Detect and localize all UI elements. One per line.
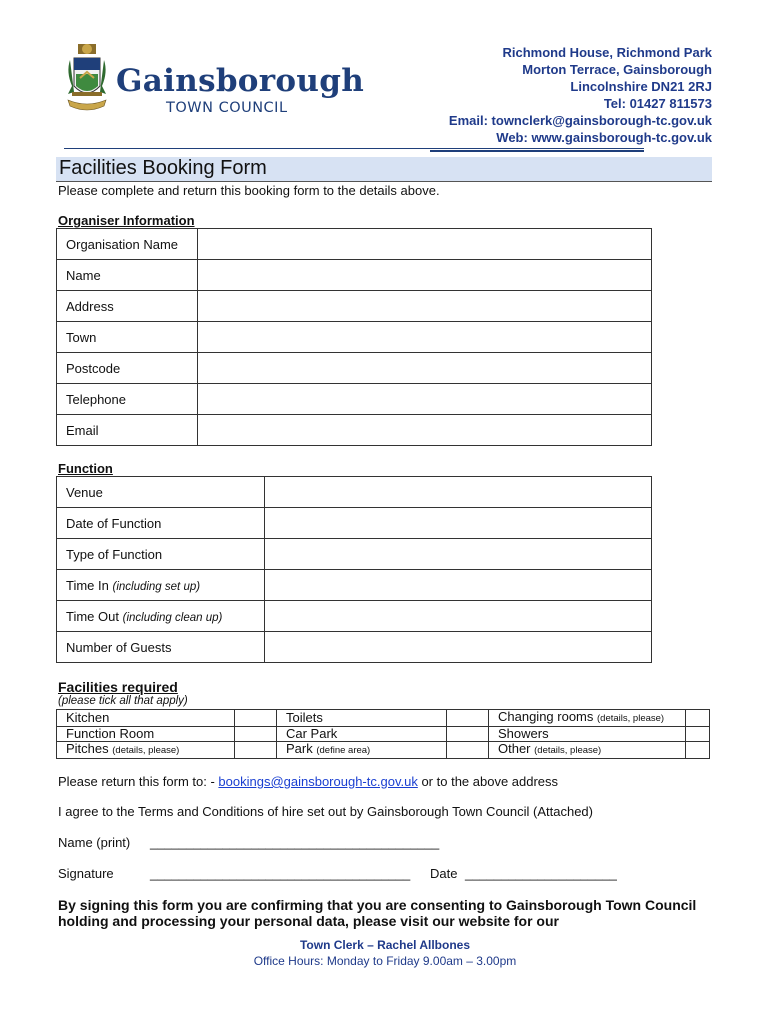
form-title: Facilities Booking Form — [59, 157, 267, 179]
facility-label: Changing rooms (details, please) — [489, 710, 686, 727]
table-row — [57, 710, 710, 727]
table-row — [57, 539, 652, 570]
other-checkbox[interactable] — [686, 742, 710, 759]
postcode-field[interactable] — [198, 353, 652, 384]
facility-label: Kitchen — [57, 710, 235, 727]
facility-label: Park (define area) — [277, 742, 447, 759]
town-clerk-line: Town Clerk – Rachel Allbones — [299, 938, 471, 952]
organiser-heading: Organiser Information — [58, 213, 195, 228]
table-row — [57, 632, 652, 663]
facility-label: Function Room — [57, 727, 235, 742]
field-label: Email — [57, 415, 198, 446]
date-of-function-field[interactable] — [265, 508, 652, 539]
table-row — [57, 508, 652, 539]
table-row — [57, 477, 652, 508]
council-logo-subtitle: TOWN COUNCIL — [166, 100, 288, 116]
office-hours-line: Office Hours: Monday to Friday 9.00am – 3.00pm — [253, 954, 517, 968]
form-title-bar — [56, 157, 712, 182]
field-label: Time Out (including clean up) — [57, 601, 265, 632]
table-row — [57, 742, 710, 759]
header-divider — [64, 148, 644, 149]
name-field[interactable] — [198, 260, 652, 291]
pitches-checkbox[interactable] — [235, 742, 277, 759]
time-in-field[interactable] — [265, 570, 652, 601]
table-row — [57, 727, 710, 742]
form-intro: Please complete and return this booking form to the details above. — [58, 183, 440, 198]
venue-field[interactable] — [265, 477, 652, 508]
table-row — [57, 384, 652, 415]
organisation-name-field[interactable] — [198, 229, 652, 260]
table-row — [57, 415, 652, 446]
changing-rooms-checkbox[interactable] — [686, 710, 710, 727]
email-line: Email: townclerk@gainsborough-tc.gov.uk — [448, 113, 712, 128]
time-out-field[interactable] — [265, 601, 652, 632]
field-label: Postcode — [57, 353, 198, 384]
address-line: Richmond House, Richmond Park — [502, 45, 712, 60]
table-row — [57, 353, 652, 384]
data-consent-notice: By signing this form you are confirming that you are consenting to Gainsborough Town Council holding and processing your personal data, please visit our website for our — [58, 897, 697, 929]
address-line: Lincolnshire DN21 2RJ — [570, 79, 712, 94]
town-field[interactable] — [198, 322, 652, 353]
return-instructions: Please return this form to: - bookings@gainsborough-tc.gov.uk or to the above address — [58, 774, 559, 789]
email-field[interactable] — [198, 415, 652, 446]
field-label: Date of Function — [57, 508, 265, 539]
facility-label: Showers — [489, 727, 686, 742]
address-field[interactable] — [198, 291, 652, 322]
facilities-table — [56, 709, 710, 759]
field-hint: (including set up) — [112, 580, 201, 593]
field-label: Telephone — [57, 384, 198, 415]
field-label: Type of Function — [57, 539, 265, 570]
bookings-email-link[interactable]: bookings@gainsborough-tc.gov.uk — [218, 774, 418, 789]
table-row — [57, 291, 652, 322]
table-row — [57, 322, 652, 353]
field-hint: (including clean up) — [122, 611, 223, 624]
toilets-checkbox[interactable] — [447, 710, 489, 727]
table-row — [57, 601, 652, 632]
park-checkbox[interactable] — [447, 742, 489, 759]
date-label: Date — [430, 866, 458, 881]
telephone-line: Tel: 01427 811573 — [603, 96, 712, 111]
field-label: Organisation Name — [57, 229, 198, 260]
facility-label: Pitches (details, please) — [57, 742, 235, 759]
header-divider-accent — [430, 150, 644, 152]
car-park-checkbox[interactable] — [447, 727, 489, 742]
telephone-field[interactable] — [198, 384, 652, 415]
facilities-heading: Facilities required — [58, 679, 178, 695]
organiser-table — [56, 228, 652, 446]
facility-label: Toilets — [277, 710, 447, 727]
type-of-function-field[interactable] — [265, 539, 652, 570]
kitchen-checkbox[interactable] — [235, 710, 277, 727]
facility-label: Car Park — [277, 727, 447, 742]
field-label: Town — [57, 322, 198, 353]
field-label: Time In (including set up) — [57, 570, 265, 601]
council-address-block — [449, 44, 712, 146]
table-row — [57, 570, 652, 601]
council-crest-logo — [64, 42, 110, 118]
facility-label: Other (details, please) — [489, 742, 686, 759]
web-line: Web: www.gainsborough-tc.gov.uk — [496, 130, 712, 145]
address-line: Morton Terrace, Gainsborough — [522, 62, 712, 77]
table-row — [57, 229, 652, 260]
signature-line[interactable]: ____________________________________ — [150, 866, 411, 881]
field-label: Number of Guests — [57, 632, 265, 663]
number-of-guests-field[interactable] — [265, 632, 652, 663]
table-row — [57, 260, 652, 291]
signature-label: Signature — [58, 866, 114, 881]
field-label: Venue — [57, 477, 265, 508]
function-table — [56, 476, 652, 663]
date-line[interactable]: _____________________ — [465, 866, 617, 881]
name-print-label: Name (print) — [58, 835, 131, 850]
showers-checkbox[interactable] — [686, 727, 710, 742]
field-label: Address — [57, 291, 198, 322]
facilities-subheading: (please tick all that apply) — [58, 695, 188, 707]
terms-agreement: I agree to the Terms and Conditions of hire set out by Gainsborough Town Council (Attached) — [58, 804, 593, 819]
function-room-checkbox[interactable] — [235, 727, 277, 742]
field-label: Name — [57, 260, 198, 291]
council-logo-title: Gainsborough — [116, 63, 365, 99]
function-heading: Function — [58, 461, 113, 476]
name-print-line[interactable]: ________________________________________ — [150, 835, 440, 850]
